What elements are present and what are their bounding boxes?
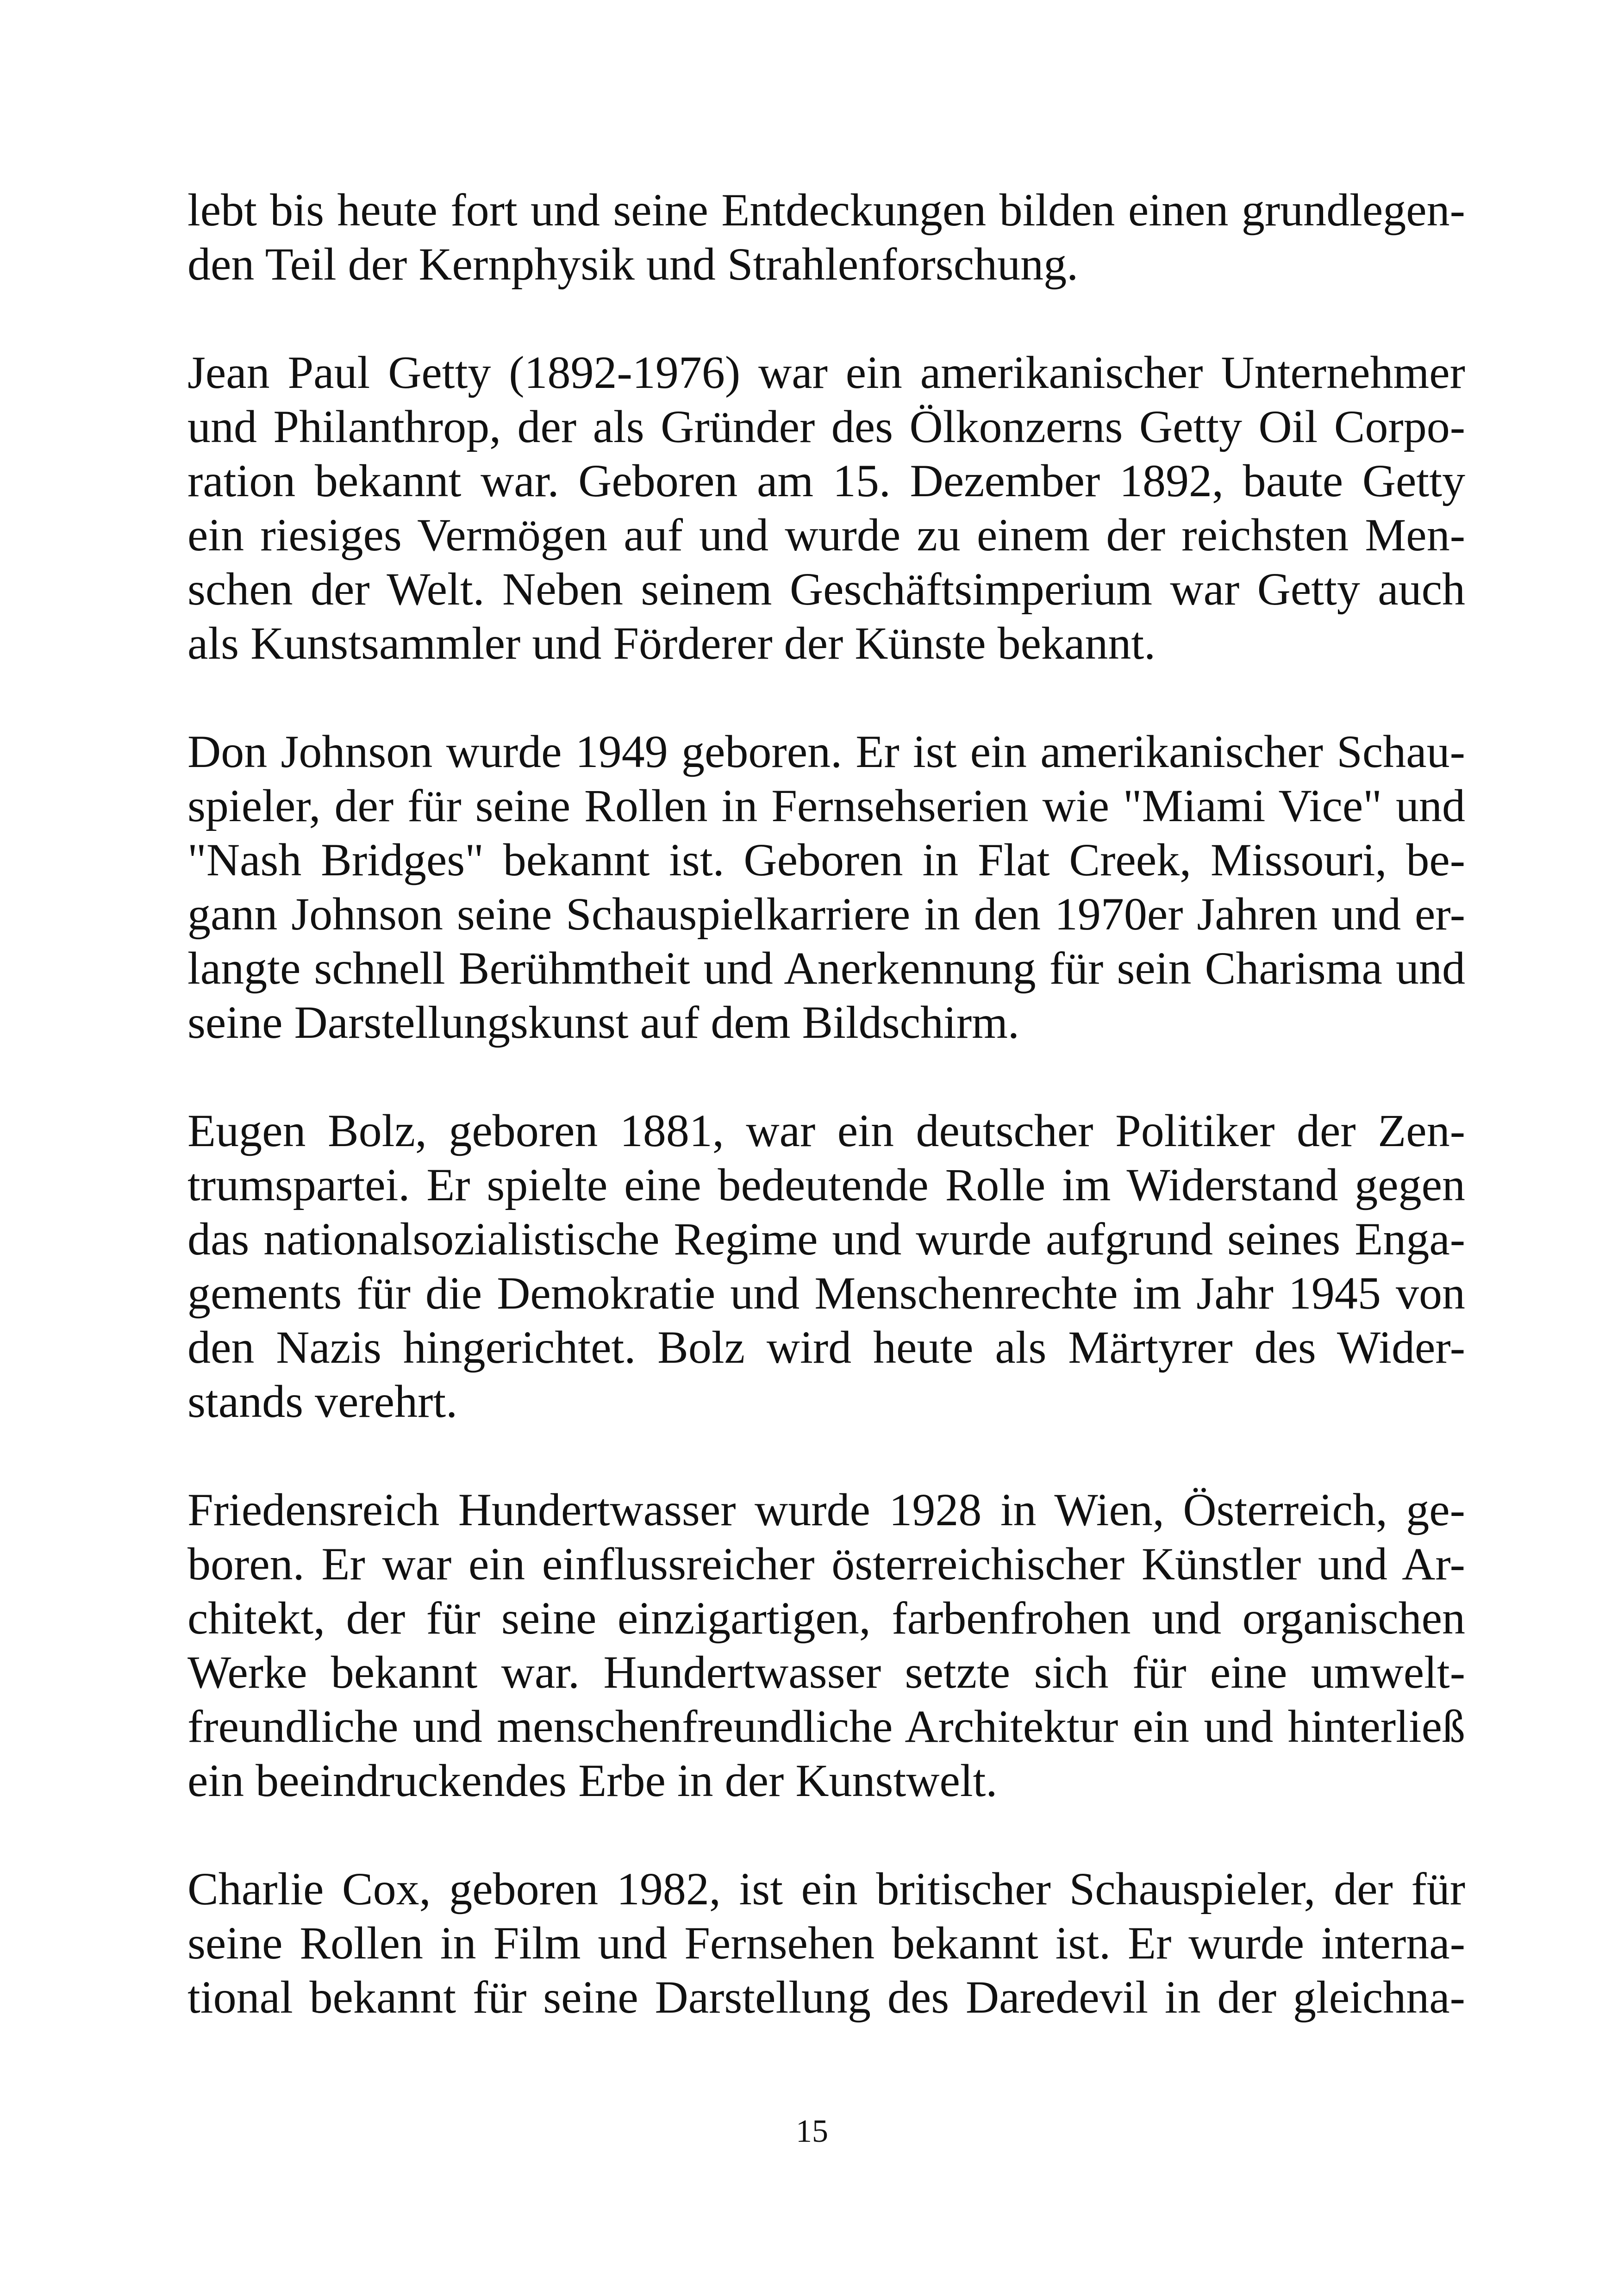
paragraph-gap xyxy=(187,1808,1465,1862)
text-line: Werke bekannt war. Hundertwasser setzte sich für eine umwelt- xyxy=(187,1646,1465,1698)
text-line: chitekt, der für seine einzigartigen, farbenfrohen und organischen xyxy=(187,1592,1465,1644)
text-line: Eugen Bolz, geboren 1881, war ein deutscher Politiker der Zen- xyxy=(187,1105,1465,1156)
text-line: freundliche und menschenfreundliche Architektur ein und hinterließ xyxy=(187,1701,1465,1752)
text-line: tional bekannt für seine Darstellung des Daredevil in der gleichna- xyxy=(187,1971,1465,2023)
text-line: den Nazis hingerichtet. Bolz wird heute als Märtyrer des Wider- xyxy=(187,1322,1465,1373)
paragraph-gap xyxy=(187,1428,1465,1483)
paragraph xyxy=(187,724,1465,1049)
text-line: den Teil der Kernphysik und Strahlenforschung. xyxy=(187,238,1079,290)
paragraph-gap xyxy=(187,291,1465,345)
text-line: gements für die Demokratie und Menschenrechte im Jahr 1945 von xyxy=(187,1267,1465,1319)
page-number: 15 xyxy=(796,2114,828,2149)
text-line: das nationalsozialistische Regime und wurde aufgrund seines Enga- xyxy=(187,1213,1465,1265)
text-line: Jean Paul Getty (1892-1976) war ein amerikanischer Unternehmer xyxy=(187,347,1465,398)
text-line: spieler, der für seine Rollen in Fernsehserien wie "Miami Vice" und xyxy=(187,780,1465,831)
text-line: ein beeindruckendes Erbe in der Kunstwelt. xyxy=(187,1755,998,1806)
text-line: und Philanthrop, der als Gründer des Ölkonzerns Getty Oil Corpo- xyxy=(187,401,1465,452)
text-line: stands verehrt. xyxy=(187,1376,458,1427)
body-text xyxy=(187,183,1465,2024)
text-line: boren. Er war ein einflussreicher österreichischer Künstler und Ar- xyxy=(187,1538,1465,1590)
text-line: langte schnell Berühmtheit und Anerkennung für sein Charisma und xyxy=(187,942,1465,994)
paragraph xyxy=(187,183,1465,291)
paragraph-gap xyxy=(187,670,1465,724)
text-line: ration bekannt war. Geboren am 15. Dezember 1892, baute Getty xyxy=(187,455,1465,506)
text-line: "Nash Bridges" bekannt ist. Geboren in Flat Creek, Missouri, be- xyxy=(187,834,1465,886)
paragraph xyxy=(187,1862,1465,2024)
text-line: Don Johnson wurde 1949 geboren. Er ist ein amerikanischer Schau- xyxy=(187,726,1465,777)
paragraph xyxy=(187,1483,1465,1808)
paragraph xyxy=(187,345,1465,670)
text-line: trumspartei. Er spielte eine bedeutende Rolle im Widerstand gegen xyxy=(187,1159,1465,1210)
text-line: seine Darstellungskunst auf dem Bildschirm. xyxy=(187,997,1019,1048)
text-line: als Kunstsammler und Förderer der Künste bekannt. xyxy=(187,617,1156,669)
text-line: lebt bis heute fort und seine Entdeckungen bilden einen grundlegen- xyxy=(187,184,1465,236)
paragraph xyxy=(187,1104,1465,1428)
text-line: ein riesiges Vermögen auf und wurde zu einem der reichsten Men- xyxy=(187,509,1465,561)
text-line: gann Johnson seine Schauspielkarriere in den 1970er Jahren und er- xyxy=(187,888,1465,940)
text-line: schen der Welt. Neben seinem Geschäftsimperium war Getty auch xyxy=(187,563,1465,615)
paragraph-gap xyxy=(187,1049,1465,1104)
text-line: Friedensreich Hundertwasser wurde 1928 in Wien, Österreich, ge- xyxy=(187,1484,1465,1535)
text-line: Charlie Cox, geboren 1982, ist ein britischer Schauspieler, der für xyxy=(187,1863,1465,1915)
text-line: seine Rollen in Film und Fernsehen bekannt ist. Er wurde interna- xyxy=(187,1917,1465,1969)
